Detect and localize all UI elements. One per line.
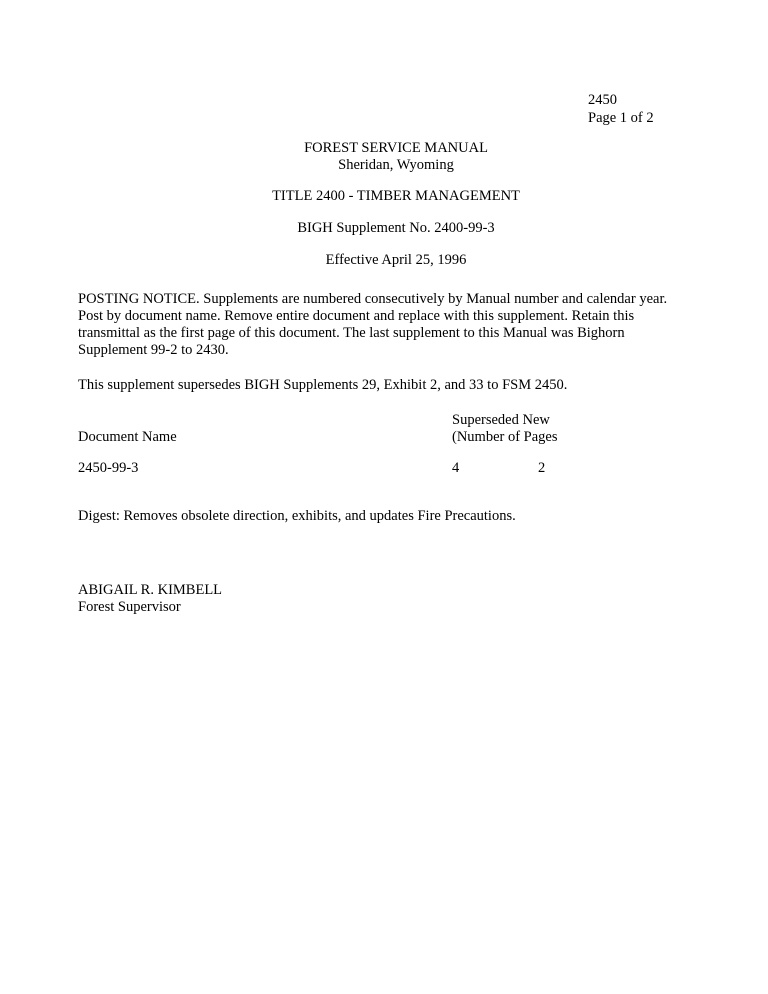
document-code: 2450 (588, 92, 617, 108)
row-new-pages: 2 (538, 460, 546, 476)
row-document-name: 2450-99-3 (78, 460, 139, 476)
manual-location: Sheridan, Wyoming (338, 157, 454, 173)
supplement-number: BIGH Supplement No. 2400-99-3 (297, 220, 495, 236)
signer-name: ABIGAIL R. KIMBELL (78, 582, 223, 598)
column-header-document-name: Document Name (78, 429, 177, 445)
row-superseded-pages: 4 (452, 460, 460, 476)
column-header-number-of-pages: (Number of Pages (452, 429, 558, 445)
manual-title: FOREST SERVICE MANUAL (304, 140, 488, 156)
title-heading: TITLE 2400 - TIMBER MANAGEMENT (272, 188, 520, 204)
page-number: Page 1 of 2 (588, 110, 654, 126)
signer-position: Forest Supervisor (78, 599, 181, 615)
supersedes-statement: This supplement supersedes BIGH Supplements 29, Exhibit 2, and 33 to FSM 2450. (78, 377, 568, 393)
posting-notice: POSTING NOTICE. Supplements are numbered consecutively by Manual number and calendar year. Post by document name. Remove entire document and replace with this supplement. Retain this transmittal as the first page of this document. The last supplement to this Manual was Bighorn Supplement 99-2 to 2430. (78, 291, 668, 358)
effective-date: Effective April 25, 1996 (325, 252, 467, 268)
digest: Digest: Removes obsolete direction, exhibits, and updates Fire Precautions. (78, 508, 516, 524)
column-header-superseded-new: Superseded New (452, 412, 550, 428)
